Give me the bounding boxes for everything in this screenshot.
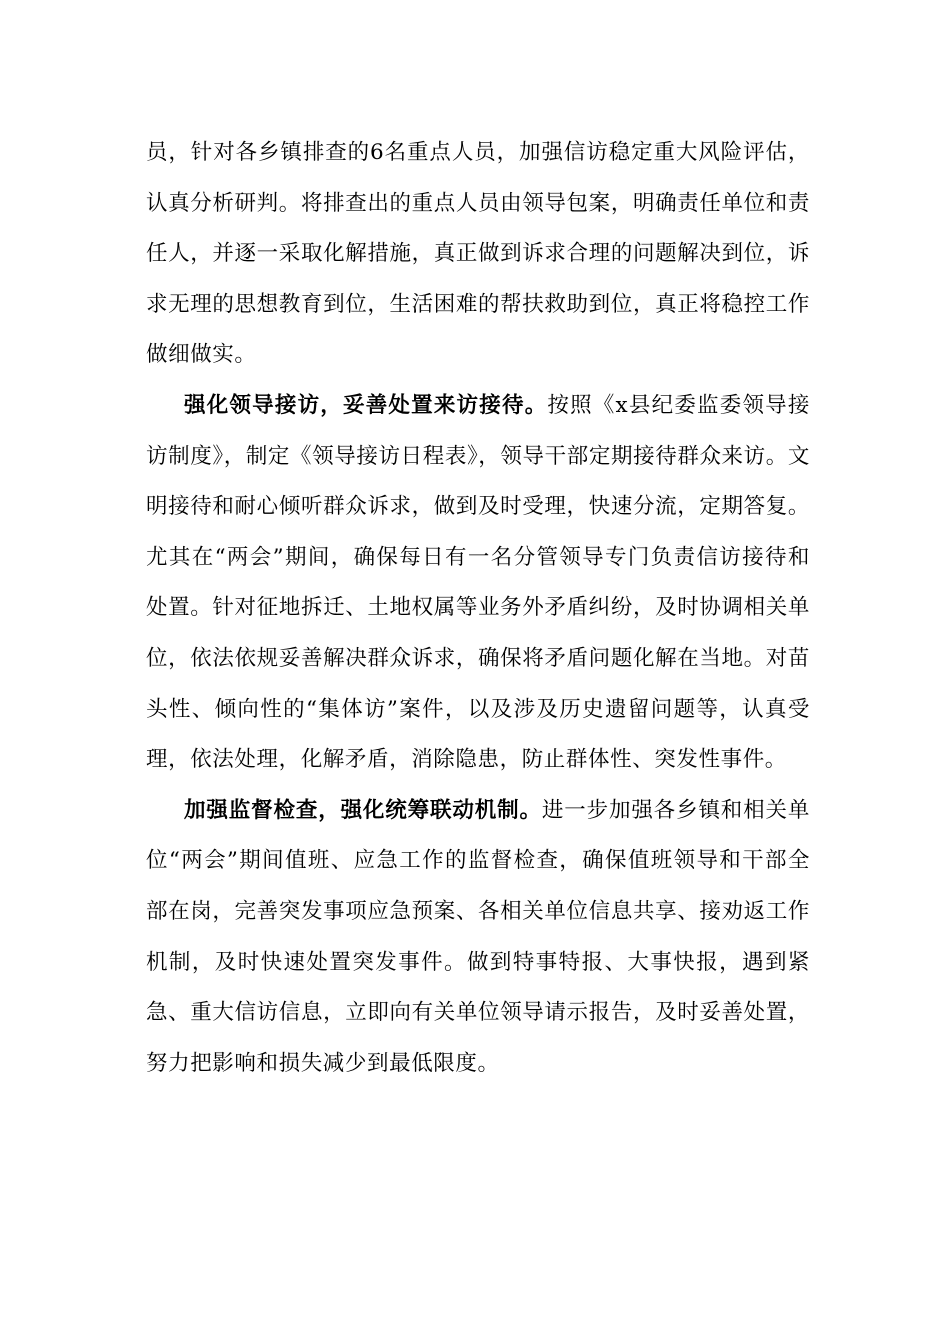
paragraph-text: 按照《x县纪委监委领导接访制度》，制定《领导接访日程表》，领导干部定期接待群众来访。文明接待和耐心倾听群众诉求，做到及时受理，快速分流，定期答复。尤其在“两会”期间，确保每日有一名分管领导专门负责信访接待和处置。针对征地拆迁、土地权属等业务外矛盾纠纷，及时协调相关单位，依法依规妥善解决群众诉求，确保将矛盾问题化解在当地。对苗头性、倾向性的“集体访”案件，以及涉及历史遗留问题等，认真受理，依法处理，化解矛盾，消除隐患，防止群体性、突发性事件。	[146, 392, 810, 773]
paragraph-continuation	[146, 128, 810, 381]
paragraph-lead-heading: 强化领导接访，妥善处置来访接待。	[184, 392, 548, 418]
paragraph-leadership-reception	[146, 381, 810, 786]
document-body	[146, 128, 810, 1089]
paragraph-supervision-inspection	[146, 786, 810, 1090]
paragraph-text: 进一步加强各乡镇和相关单位“两会”期间值班、应急工作的监督检查，确保值班领导和干部全部在岗，完善突发事项应急预案、各相关单位信息共享、接劝返工作机制，及时快速处置突发事件。做到特事特报、大事快报，遇到紧急、重大信访信息，立即向有关单位领导请示报告，及时妥善处置，努力把影响和损失减少到最低限度。	[146, 797, 811, 1076]
paragraph-text: 员，针对各乡镇排查的6名重点人员，加强信访稳定重大风险评估，认真分析研判。将排查出的重点人员由领导包案，明确责任单位和责任人，并逐一采取化解措施，真正做到诉求合理的问题解决到位，诉求无理的思想教育到位，生活困难的帮扶救助到位，真正将稳控工作做细做实。	[146, 140, 810, 368]
paragraph-lead-heading: 加强监督检查，强化统筹联动机制。	[184, 797, 542, 823]
